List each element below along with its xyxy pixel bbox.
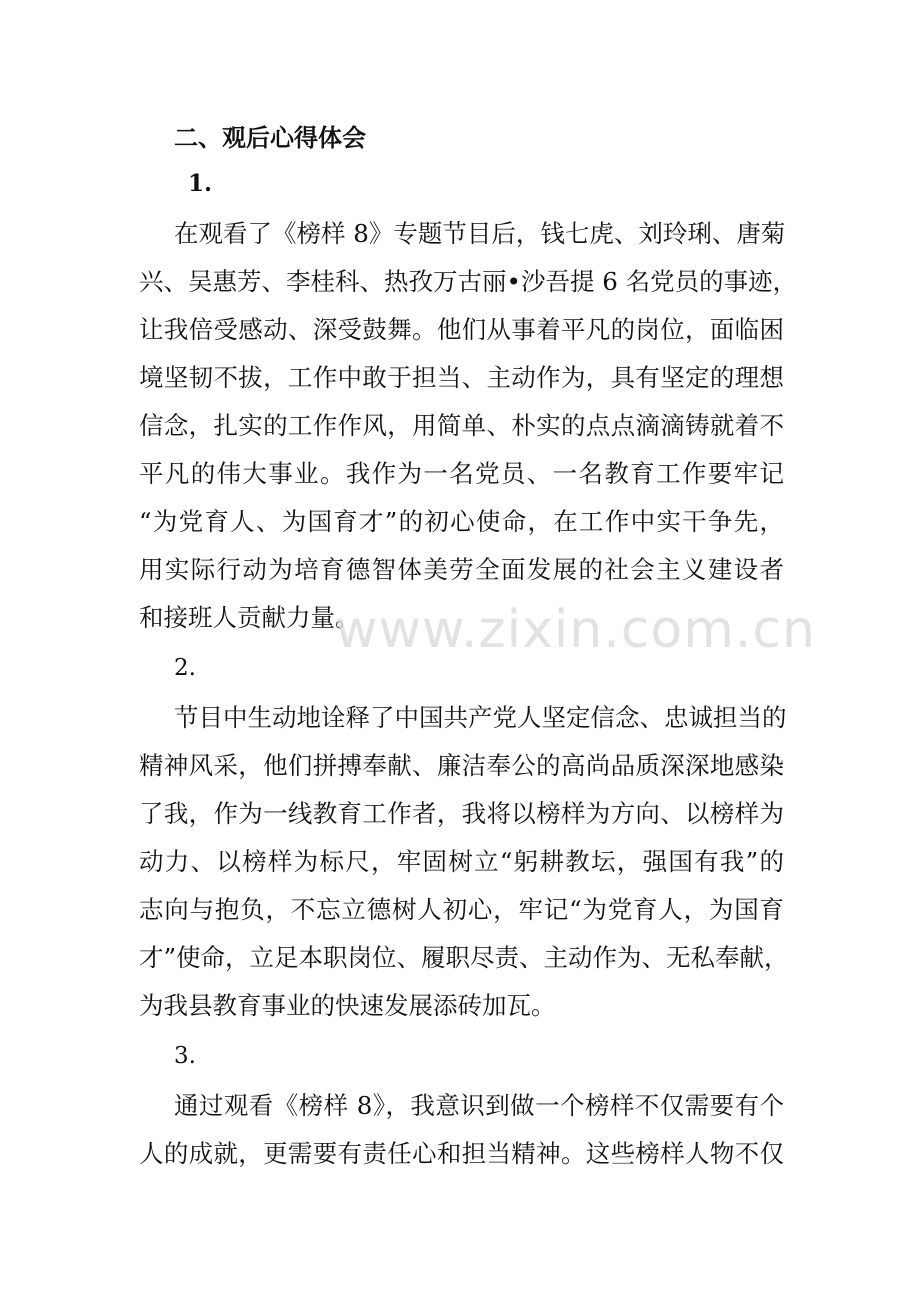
paragraph-2-line-2: 精神风采，他们拼搏奉献、廉洁奉公的高尚品质深深地感染 [139,751,784,780]
item-number-1: 1. [188,170,213,197]
paragraph-2-line-4: 动力、以榜样为标尺，牢固树立“躬耕教坛，强国有我”的 [139,847,784,876]
section-heading: 二、观后心得体会 [174,124,366,152]
paragraph-2-line-1: 节目中生动地诠释了中国共产党人坚定信念、忠诚担当的 [174,703,787,732]
paragraph-1-line-1: 在观看了《榜样 8》专题节目后，钱七虎、刘玲琍、唐菊 [174,219,786,248]
paragraph-1-line-9: 和接班人贡献力量。 [139,603,360,632]
paragraph-2-line-5: 志向与抱负，不忘立德树人初心，牢记“为党育人，为国育 [139,895,784,924]
paragraph-1-line-6: 平凡的伟大事业。我作为一名党员、一名教育工作要牢记 [139,459,784,488]
paragraph-2-line-6: 才”使命，立足本职岗位、履职尽责、主动作为、无私奉献， [139,943,789,972]
paragraph-1-line-7: “为党育人、为国育才”的初心使命，在工作中实干争先， [139,507,784,536]
paragraph-2-line-3: 了我，作为一线教育工作者，我将以榜样为方向、以榜样为 [139,799,784,828]
paragraph-1-line-2: 兴、吴惠芳、李桂科、热孜万古丽•沙吾提 6 名党员的事迹， [139,267,798,296]
paragraph-3-line-1: 通过观看《榜样 8》，我意识到做一个榜样不仅需要有个 [174,1091,784,1120]
paragraph-3-line-2: 人的成就，更需要有责任心和担当精神。这些榜样人物不仅 [139,1139,784,1168]
paragraph-1-line-3: 让我倍受感动、深受鼓舞。他们从事着平凡的岗位，面临困 [139,315,784,344]
paragraph-1-line-8: 用实际行动为培育德智体美劳全面发展的社会主义建设者 [139,555,784,584]
paragraph-2-line-7: 为我县教育事业的快速发展添砖加瓦。 [139,991,556,1020]
site-watermark: www.zixin.com.cn [335,600,816,660]
item-number-3: 3. [174,1043,196,1069]
item-number-2: 2. [174,655,196,681]
paragraph-1-line-4: 境坚韧不拔，工作中敢于担当、主动作为，具有坚定的理想 [139,363,784,392]
paragraph-1-line-5: 信念，扎实的工作作风，用简单、朴实的点点滴滴铸就着不 [139,411,784,440]
